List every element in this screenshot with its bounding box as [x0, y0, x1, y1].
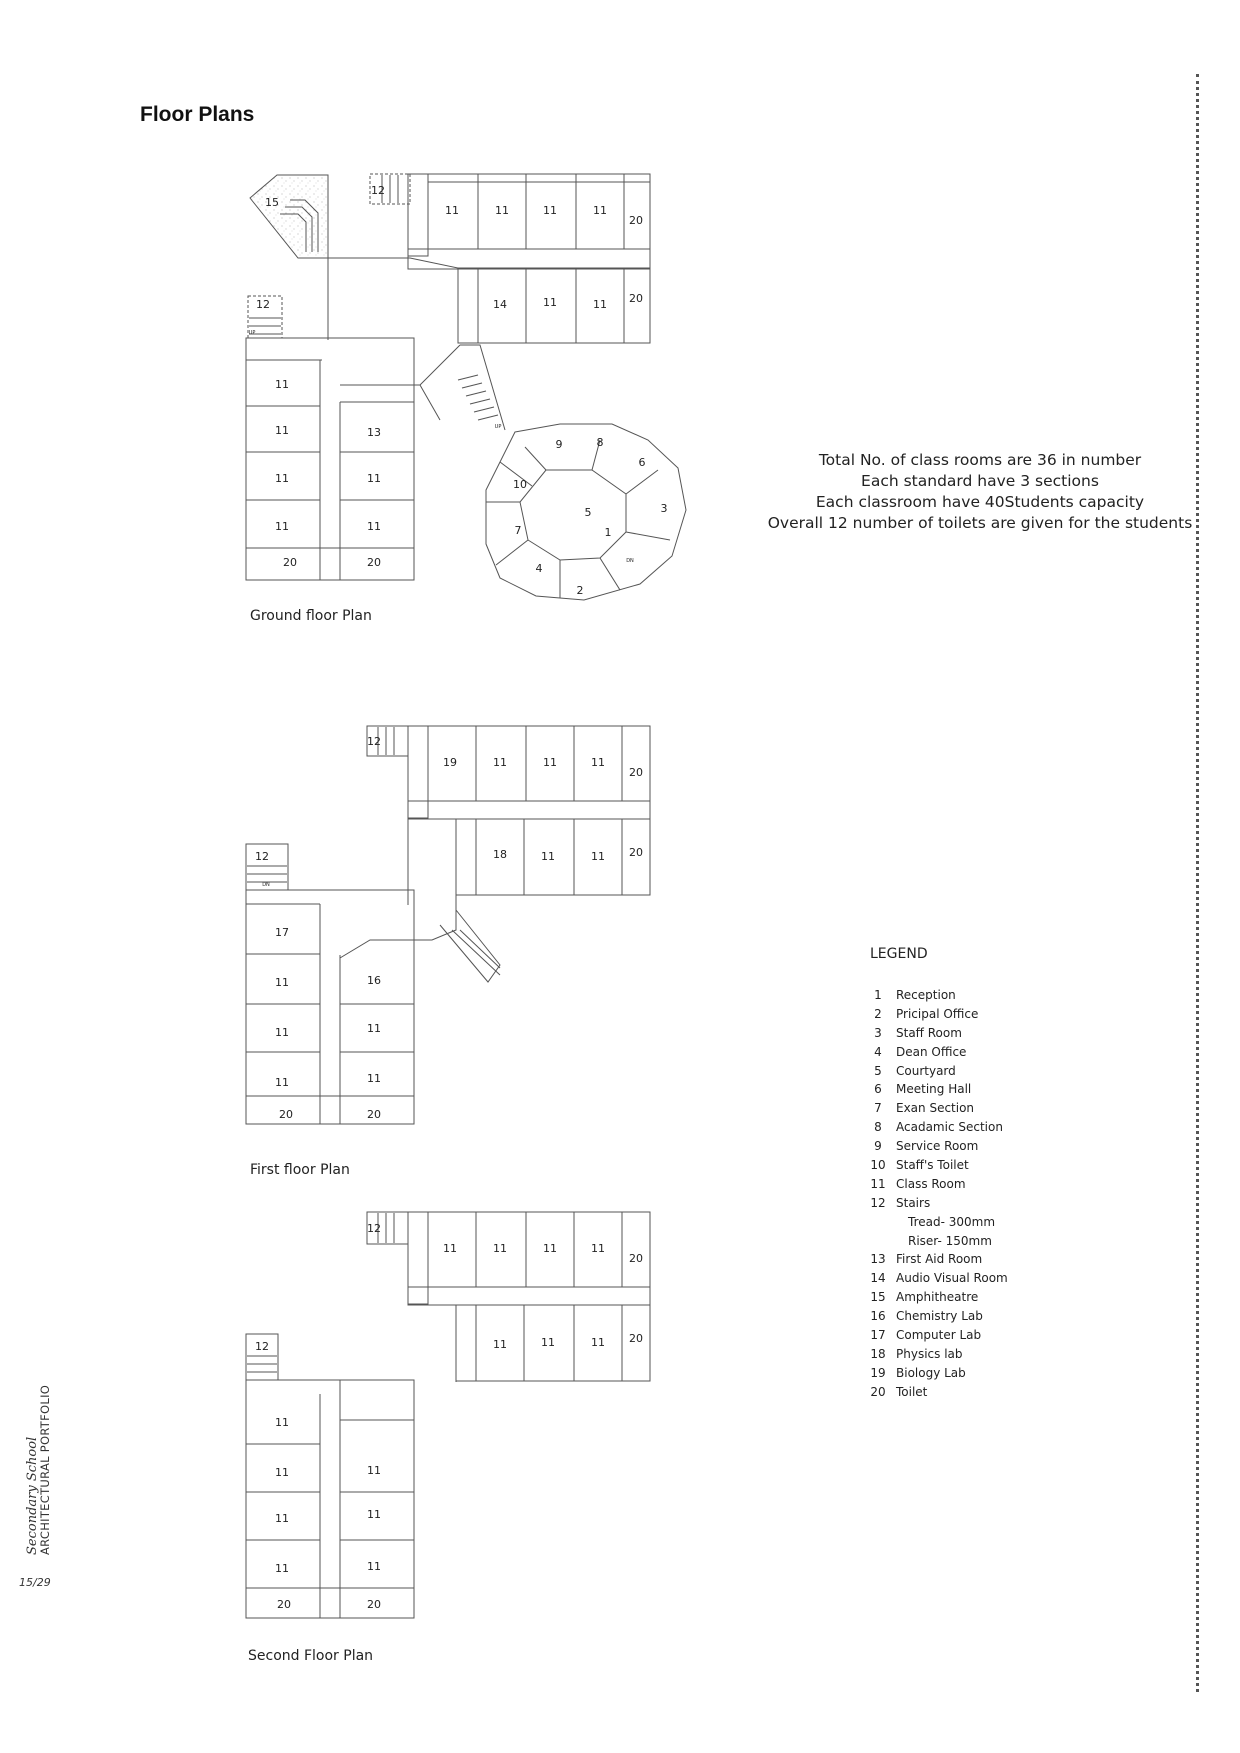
legend-item: [860, 1307, 1008, 1326]
first-room-label: 11: [275, 976, 289, 989]
legend-label: First Aid Room: [896, 1252, 983, 1267]
ground-room-label: 20: [629, 292, 643, 305]
ground-room-label: 12: [256, 298, 270, 311]
legend-item: [860, 1345, 1008, 1364]
ground-room-label: 11: [543, 204, 557, 217]
second-room-label: 11: [275, 1416, 289, 1429]
legend-item: [860, 1024, 1008, 1043]
first-room-label: 12: [367, 735, 381, 748]
second-room-label: 20: [629, 1252, 643, 1265]
legend-label: Stairs: [896, 1195, 931, 1210]
second-room-label: 11: [591, 1242, 605, 1255]
legend-label: Riser- 150mm: [908, 1233, 992, 1248]
legend-item: [860, 1250, 1008, 1269]
ground-room-label: 11: [593, 298, 607, 311]
legend-label: Reception: [896, 988, 956, 1002]
legend-list: [860, 986, 1008, 1402]
legend-number: 3: [874, 1025, 882, 1040]
second-room-label: 11: [591, 1336, 605, 1349]
legend-title: LEGEND: [870, 946, 928, 962]
legend-label: Acadamic Section: [896, 1120, 1003, 1135]
legend-number: 15: [870, 1290, 886, 1305]
legend-number: 9: [874, 1139, 882, 1154]
legend-number: 1: [874, 988, 882, 1002]
second-room-label: 11: [493, 1338, 507, 1351]
legend-item: [860, 1043, 1008, 1062]
first-room-label: 11: [275, 1076, 289, 1089]
legend-label: Service Room: [896, 1139, 979, 1154]
legend-item: [860, 1194, 1008, 1213]
legend-item: [860, 986, 1008, 1005]
legend-number: 5: [874, 1063, 882, 1078]
legend-item: [860, 1232, 1008, 1251]
legend-number: 8: [874, 1120, 882, 1135]
legend-number: 19: [870, 1365, 886, 1380]
first-room-label: 11: [543, 756, 557, 769]
first-room-label: 11: [493, 756, 507, 769]
first-room-label: 18: [493, 848, 507, 861]
ground-room-label: 3: [660, 502, 668, 515]
note-line: Each standard have 3 sections: [861, 472, 1099, 490]
ground-room-label: 11: [495, 204, 509, 217]
legend-label: Courtyard: [896, 1063, 956, 1078]
ground-room-label: 13: [367, 426, 381, 439]
legend-item: [860, 1288, 1008, 1307]
spine-project-name: Secondary School: [25, 1436, 40, 1555]
ground-room-label: 10: [513, 478, 527, 491]
ground-room-label: 11: [445, 204, 459, 217]
ground-room-label: 20: [367, 556, 381, 569]
ground-room-label: 11: [367, 520, 381, 533]
first-room-label: 16: [367, 974, 381, 987]
legend-label: Meeting Hall: [896, 1082, 972, 1097]
ground-room-label: 11: [543, 296, 557, 309]
legend-label: Physics lab: [896, 1346, 963, 1361]
second-room-label: 11: [275, 1562, 289, 1575]
second-room-label: 20: [629, 1332, 643, 1345]
legend-item: [860, 1364, 1008, 1383]
ground-room-label: 4: [535, 562, 543, 575]
legend-label: Amphitheatre: [896, 1290, 979, 1305]
ground-room-label: 14: [493, 298, 507, 311]
legend-label: Audio Visual Room: [896, 1271, 1008, 1286]
first-room-label: 11: [367, 1022, 381, 1035]
legend-item: [860, 1383, 1008, 1402]
first-floor-caption: First floor Plan: [250, 1162, 350, 1178]
legend-number: 11: [870, 1176, 886, 1191]
legend-number: 4: [874, 1044, 882, 1059]
legend-label: Staff Room: [896, 1025, 962, 1040]
legend-item: [860, 1269, 1008, 1288]
stair-up-mark: UP: [494, 424, 502, 430]
first-room-label: 19: [443, 756, 457, 769]
legend-label: Exan Section: [896, 1101, 975, 1116]
legend-item: [860, 1099, 1008, 1118]
second-room-label: 20: [277, 1598, 291, 1611]
second-room-label: 11: [443, 1242, 457, 1255]
second-room-label: 12: [367, 1222, 381, 1235]
legend-item: [860, 1213, 1008, 1232]
spine-portfolio-label: ARCHITECTURAL PORTFOLIO: [38, 1384, 52, 1555]
first-room-label: 20: [367, 1108, 381, 1121]
ground-room-label: 2: [576, 584, 584, 597]
ground-room-label: 20: [629, 214, 643, 227]
page-title: Floor Plans: [140, 103, 255, 126]
legend-number: 7: [874, 1101, 882, 1116]
ground-room-label: 11: [275, 424, 289, 437]
stair-down-mark: DN: [626, 558, 634, 564]
legend-label: Biology Lab: [896, 1365, 966, 1380]
second-room-label: 11: [543, 1242, 557, 1255]
legend-item: [860, 1156, 1008, 1175]
second-room-label: 11: [275, 1512, 289, 1525]
legend-item: [860, 1062, 1008, 1081]
ground-room-label: 6: [638, 456, 646, 469]
second-room-label: 20: [367, 1598, 381, 1611]
legend-item: [860, 1080, 1008, 1099]
legend-label: Staff's Toilet: [896, 1158, 969, 1173]
legend-label: Tread- 300mm: [908, 1214, 996, 1229]
legend-label: Chemistry Lab: [896, 1309, 983, 1324]
second-room-label: 11: [367, 1508, 381, 1521]
first-room-label: 11: [275, 1026, 289, 1039]
second-room-label: 12: [255, 1340, 269, 1353]
legend-number: 6: [874, 1082, 882, 1097]
note-line: Total No. of class rooms are 36 in number: [818, 451, 1142, 469]
legend-item: [860, 1175, 1008, 1194]
first-room-label: 20: [279, 1108, 293, 1121]
legend-item: [860, 1005, 1008, 1024]
legend-number: 17: [870, 1328, 886, 1343]
note-line: Overall 12 number of toilets are given for the students: [767, 514, 1193, 532]
ground-room-label: 20: [283, 556, 297, 569]
second-room-label: 11: [275, 1466, 289, 1479]
second-room-label: 11: [367, 1560, 381, 1573]
first-room-label: 11: [367, 1072, 381, 1085]
legend-number: 16: [870, 1309, 886, 1324]
first-room-label: 11: [591, 850, 605, 863]
legend-number: 13: [870, 1252, 886, 1267]
legend-label: Dean Office: [896, 1044, 967, 1059]
legend-item: [860, 1118, 1008, 1137]
ground-room-label: 12: [371, 184, 385, 197]
ground-room-label: 11: [593, 204, 607, 217]
legend-number: 14: [870, 1271, 886, 1286]
design-notes: [740, 450, 1220, 534]
ground-room-label: 11: [367, 472, 381, 485]
ground-room-label: 11: [275, 472, 289, 485]
first-room-label: 12: [255, 850, 269, 863]
ground-room-label: 1: [604, 526, 612, 539]
first-room-label: 11: [541, 850, 555, 863]
second-floor-caption: Second Floor Plan: [248, 1648, 374, 1664]
ground-floor-caption: Ground floor Plan: [250, 608, 372, 624]
legend-label: Computer Lab: [896, 1328, 982, 1343]
portfolio-spine-title: [27, 1385, 51, 1555]
first-room-label: 20: [629, 846, 643, 859]
ground-room-label: 5: [584, 506, 592, 519]
legend-item: [860, 1137, 1008, 1156]
ground-room-label: 7: [514, 524, 522, 537]
ground-room-label: 8: [596, 436, 604, 449]
ground-room-label: 11: [275, 378, 289, 391]
legend-label: Toilet: [896, 1384, 928, 1399]
page-number: 15/29: [19, 1576, 51, 1589]
legend-number: 2: [874, 1006, 882, 1021]
ground-room-label: 9: [555, 438, 563, 451]
ground-room-label: 11: [275, 520, 289, 533]
legend-label: Class Room: [896, 1176, 966, 1191]
legend-number: 18: [870, 1346, 886, 1361]
stair-up-mark: UP: [248, 330, 256, 336]
first-room-label: 11: [591, 756, 605, 769]
legend-item: [860, 1326, 1008, 1345]
legend-number: 10: [870, 1158, 886, 1173]
first-room-label: 17: [275, 926, 289, 939]
legend-number: 20: [870, 1384, 886, 1399]
second-room-label: 11: [541, 1336, 555, 1349]
legend-number: 12: [870, 1195, 886, 1210]
legend-label: Pricipal Office: [896, 1006, 979, 1021]
second-room-label: 11: [493, 1242, 507, 1255]
ground-room-label: 15: [265, 196, 279, 209]
stair-down-mark: DN: [262, 882, 270, 888]
note-line: Each classroom have 40Students capacity: [815, 493, 1145, 511]
first-room-label: 20: [629, 766, 643, 779]
second-room-label: 11: [367, 1464, 381, 1477]
